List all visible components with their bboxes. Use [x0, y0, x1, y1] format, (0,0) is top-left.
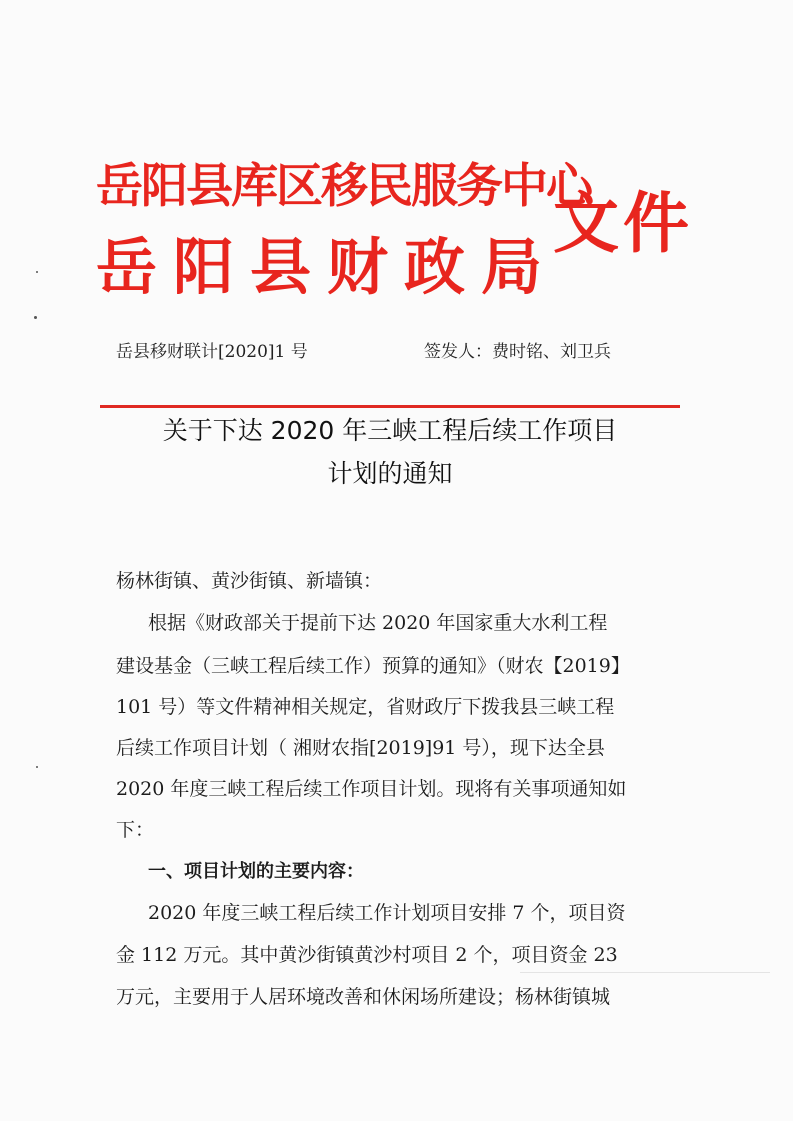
- paragraph-line: 建设基金（三峡工程后续工作）预算的通知》（财农【2019】: [116, 655, 630, 677]
- document-type-label: 文件: [553, 184, 693, 262]
- scan-line: [520, 972, 770, 973]
- document-title-line-1: 关于下达 2020 年三峡工程后续工作项目: [162, 416, 618, 445]
- scan-speck: [36, 271, 38, 273]
- signer: 签发人：费时铭、刘卫兵: [424, 342, 611, 362]
- document-title-line-2: 计划的通知: [327, 459, 453, 488]
- issuing-org-2: 岳阳县财政局: [96, 232, 559, 303]
- issuing-org-1: 岳阳县库区移民服务中心: [96, 159, 591, 214]
- red-divider: [100, 405, 680, 408]
- section-heading: 一、项目计划的主要内容：: [148, 861, 364, 882]
- paragraph-line: 后续工作项目计划（ 湘财农指[2019]91 号），现下达全县: [116, 737, 605, 759]
- paragraph-line: 101 号）等文件精神相关规定，省财政厅下拨我县三峡工程: [116, 696, 615, 718]
- addressee: 杨林街镇、黄沙街镇、新墙镇：: [116, 570, 383, 592]
- paragraph-line: 2020 年度三峡工程后续工作项目计划。现将有关事项通知如: [116, 778, 627, 800]
- paragraph-line: 万元，主要用于人居环境改善和休闲场所建设；杨林街镇城: [116, 986, 611, 1008]
- scan-speck: [34, 316, 37, 319]
- scan-speck: [36, 766, 38, 768]
- paragraph-line: 金 112 万元。其中黄沙街镇黄沙村项目 2 个，项目资金 23: [116, 944, 618, 966]
- paragraph-line: 根据《财政部关于提前下达 2020 年国家重大水利工程: [148, 612, 608, 634]
- document-number: 岳县移财联计[2020]1 号: [116, 342, 308, 362]
- paragraph-line: 下：: [116, 819, 155, 841]
- paragraph-line: 2020 年度三峡工程后续工作计划项目安排 7 个，项目资: [148, 902, 626, 924]
